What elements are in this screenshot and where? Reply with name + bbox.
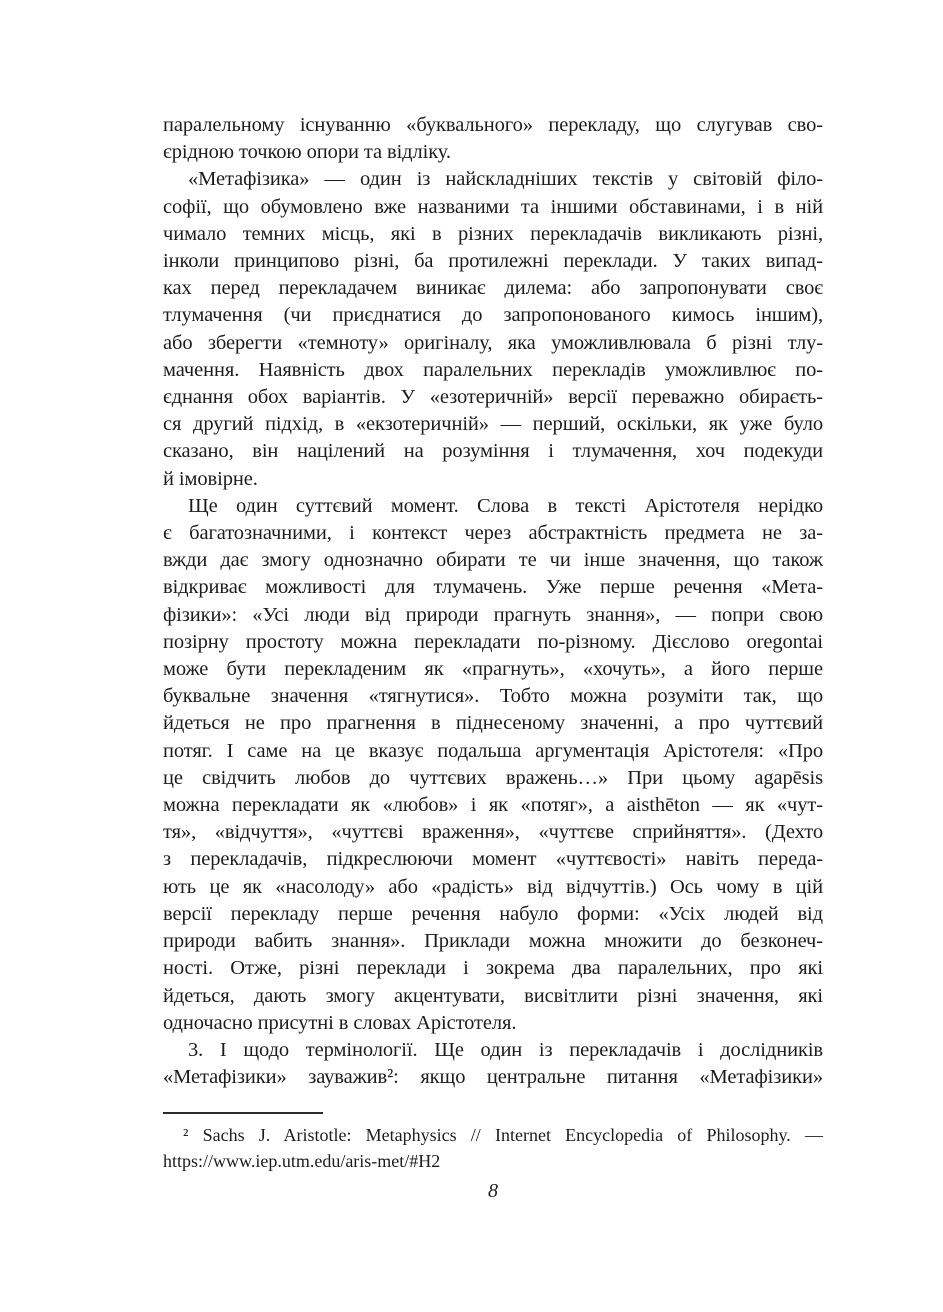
text-line: може бути перекладеним як «прагнуть», «хочуть», а його перше xyxy=(163,658,823,681)
text-line: потяг. І саме на це вказує подальша аргументація Арістотеля: «Про xyxy=(163,739,823,762)
text-line: єрідною точкою опори та відліку. xyxy=(163,141,451,164)
text-line: версії перекладу перше речення набуло форми: «Усіх людей від xyxy=(163,902,823,925)
text-line: ності. Отже, різні переклади і зокрема два паралельних, про які xyxy=(163,957,823,980)
text-line: інколи принципово різні, ба протилежні переклади. У таких випад- xyxy=(163,250,823,273)
text-line: тя», «відчуття», «чуттєві враження», «чуттєве сприйняття». (Дехто xyxy=(163,821,823,844)
text-line: Ще один суттєвий момент. Слова в тексті Арістотеля нерідко xyxy=(188,494,823,517)
text-line: паралельному існуванню «буквального» перекладу, що слугував сво- xyxy=(163,114,823,136)
text-line: йдеться не про прагнення в піднесеному значенні, а про чуттєвий xyxy=(163,712,823,735)
footnote-url: https://www.iep.utm.edu/aris-met/#H2 xyxy=(163,1151,441,1171)
text-line: буквальне значення «тягнутися». Тобто можна розуміти так, що xyxy=(163,685,823,708)
text-line: можна перекладати як «любов» і як «потяг», а aisthēton — як «чут- xyxy=(163,794,823,817)
text-line: відкриває можливості для тлумачень. Уже перше речення «Мета- xyxy=(163,576,823,599)
footnote xyxy=(163,1112,823,1174)
text-line: фізики»: «Усі люди від природи прагнуть знання», — попри свою xyxy=(163,603,823,626)
text-line: одночасно присутні в словах Арістотеля. xyxy=(163,1011,517,1034)
text-line: ках перед перекладачем виникає дилема: або запропонувати своє xyxy=(163,277,823,300)
text-line: «Метафізика» — один із найскладніших текстів у світовій філо- xyxy=(188,168,823,191)
text-line: позірну простоту можна перекладати по-різному. Дієслово oregontai xyxy=(163,630,823,653)
text-line: йдеться, дають змогу акцентувати, висвітлити різні значення, які xyxy=(163,984,823,1007)
text-line: мачення. Наявність двох паралельних перекладів уможливлює по- xyxy=(163,358,823,381)
text-line: є багатозначними, і контекст через абстрактність предмета не за- xyxy=(163,522,823,545)
footnote-separator xyxy=(163,1112,323,1114)
footnote-line: ² Sachs J. Aristotle: Metaphysics // Internet Encyclopedia of Philosophy. — xyxy=(183,1125,823,1145)
text-line: єднання обох варіантів. У «езотеричній» версії переважно обираєть- xyxy=(163,386,823,409)
page-body-text xyxy=(163,112,823,1091)
text-line: софії, що обумовлено вже названими та іншими обставинами, і в ній xyxy=(163,195,823,218)
text-line: сказано, він націлений на розуміння і тлумачення, хоч подекуди xyxy=(163,440,823,463)
text-line: ють це як «насолоду» або «радість» від відчуттів.) Ось чому в цій xyxy=(163,875,823,898)
page-number: 8 xyxy=(488,1180,498,1202)
text-line: ся другий підхід, в «екзотеричній» — перший, оскільки, як уже було xyxy=(163,413,823,436)
text-line: природи вабить знання». Приклади можна множити до безконеч- xyxy=(163,930,823,953)
text-line: вжди дає змогу однозначно обирати те чи інше значення, що також xyxy=(163,549,823,572)
text-line: «Метафізики» зауважив²: якщо центральне питання «Метафізики» xyxy=(163,1066,823,1089)
text-line: з перекладачів, підкреслюючи момент «чуттєвості» навіть переда- xyxy=(163,848,823,871)
text-line: чимало темних місць, які в різних перекладачів викликають різні, xyxy=(163,222,823,245)
text-line: тлумачення (чи приєднатися до запропонованого кимось іншим), xyxy=(163,304,823,327)
text-line: й імовірне. xyxy=(163,467,258,490)
text-line: або зберегти «темноту» оригіналу, яка уможливлювала б різні тлу- xyxy=(163,331,823,354)
text-line: це свідчить любов до чуттєвих вражень…» При цьому agapēsis xyxy=(163,766,823,789)
text-line: 3. І щодо термінології. Ще один із перекладачів і дослідників xyxy=(188,1038,823,1061)
